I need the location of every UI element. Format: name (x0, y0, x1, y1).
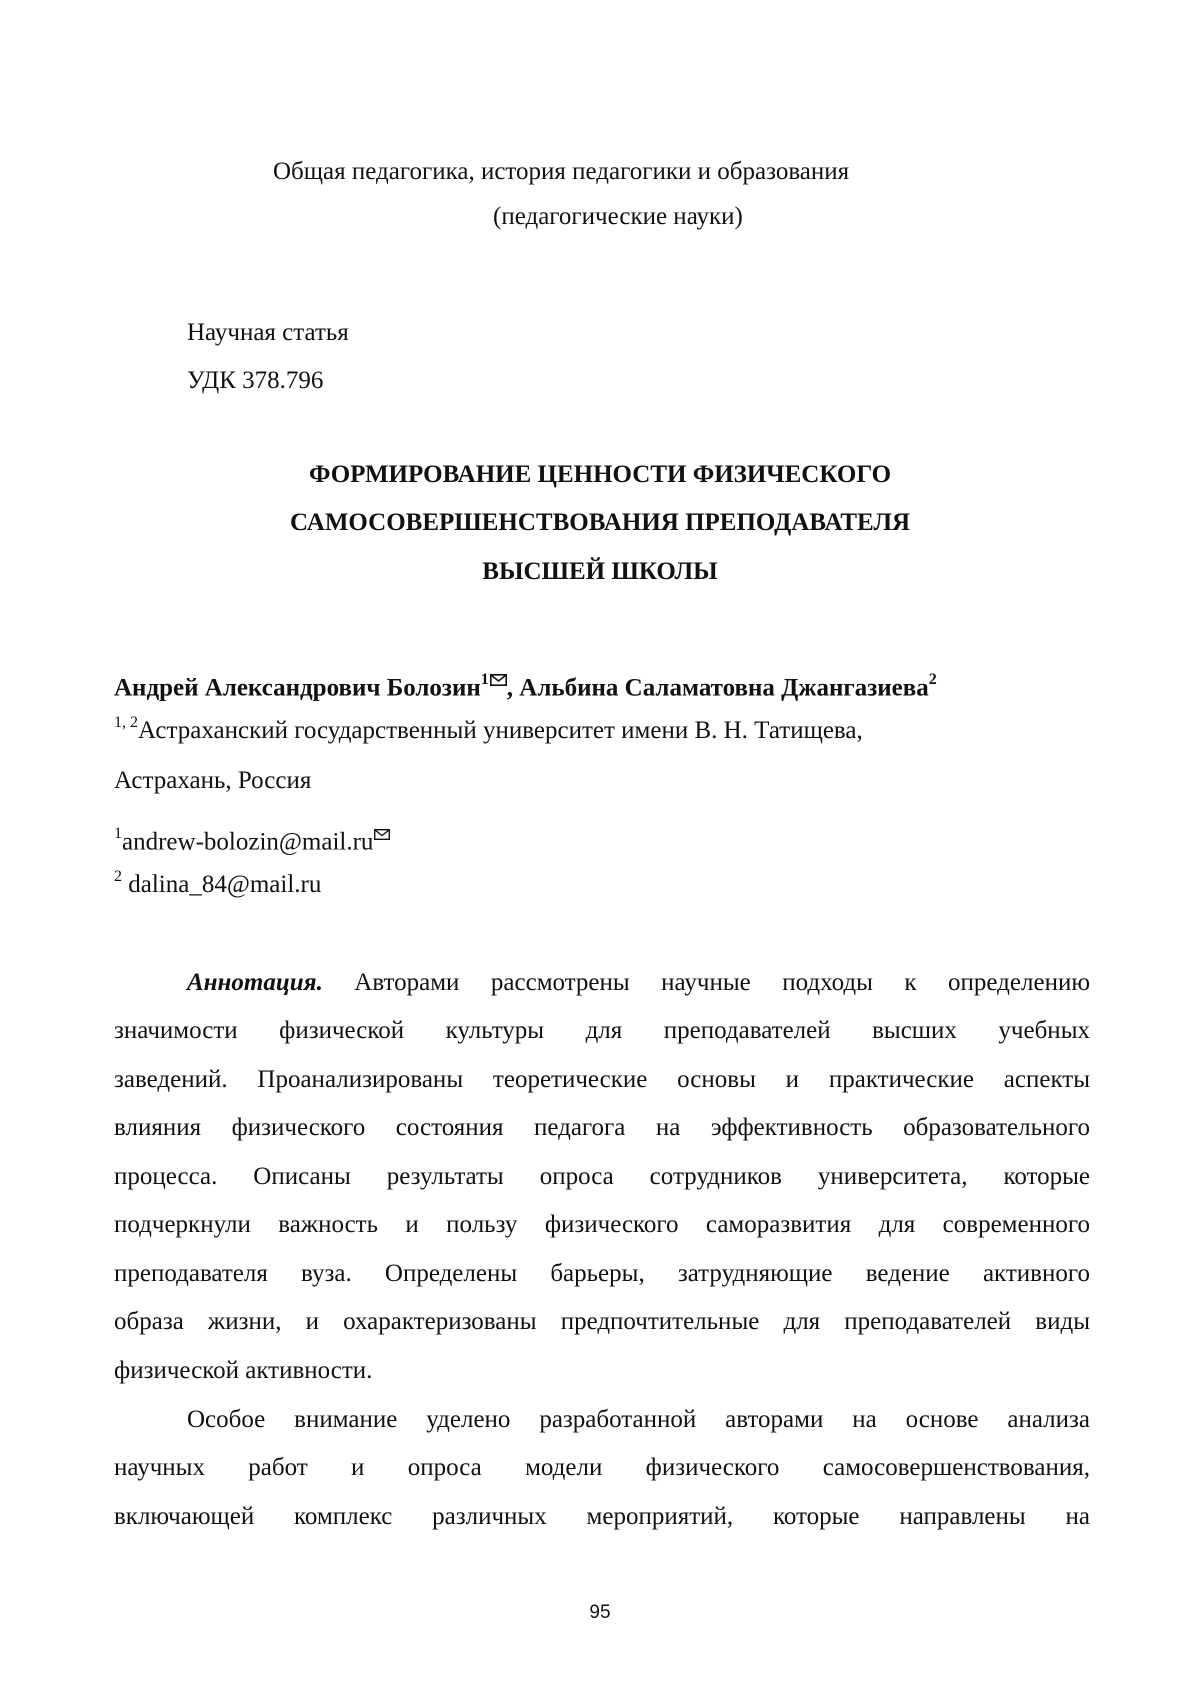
authors-line (114, 664, 937, 703)
affiliation-line1 (114, 713, 863, 746)
author1-mark: 1 (480, 671, 489, 688)
abstract-label: Аннотация. (187, 969, 323, 996)
abstract-line: научных работ и опроса модели физического самосовершенствования, (114, 1454, 1090, 1481)
abstract-line: процесса. Описаны результаты опроса сотрудников университета, которые (114, 1163, 1090, 1190)
title-line1: ФОРМИРОВАНИЕ ЦЕННОСТИ ФИЗИЧЕСКОГО (308, 461, 892, 488)
abstract-line: включающей комплекс различных мероприятий, которые направлены на (114, 1503, 1090, 1530)
udc-code: УДК 378.796 (187, 367, 324, 394)
email-mark-1: 1 (114, 825, 122, 842)
author2-mark: 2 (928, 671, 937, 688)
abstract-line: заведений. Проанализированы теоретические основы и практические аспекты (114, 1066, 1090, 1093)
page-number: 95 (589, 1602, 611, 1623)
abstract-line: влияния физического состояния педагога на эффективность образовательного (114, 1114, 1090, 1141)
authors-separator: , (506, 674, 520, 702)
abstract-line: образа жизни, и охарактеризованы предпочтительные для преподавателей виды (114, 1308, 1090, 1335)
title-line2: САМОСОВЕРШЕНСТВОВАНИЯ ПРЕПОДАВАТЕЛЯ (289, 509, 911, 536)
abstract-line: значимости физической культуры для преподавателей высших учебных (114, 1017, 1090, 1044)
affiliation-line2: Астрахань, Россия (114, 767, 312, 794)
abstract-line: физической активности. (114, 1357, 373, 1384)
email-line-2 (114, 867, 322, 900)
email-address-2[interactable]: dalina_84@mail.ru (122, 871, 322, 898)
abstract-line: Аннотация. Авторами рассмотрены научные подходы к определению (187, 969, 1090, 996)
envelope-icon (374, 818, 390, 848)
journal-section-line1: Общая педагогика, история педагогики и образования (273, 158, 850, 185)
author1-name: Андрей Александрович Болозин (114, 674, 481, 702)
envelope-icon (490, 664, 507, 694)
abstract-line: подчеркнули важность и пользу физического саморазвития для современного (114, 1211, 1090, 1238)
email-line-1 (114, 818, 390, 857)
article-type: Научная статья (187, 319, 349, 346)
affiliation-text: Астраханский государственный университет имени В. Н. Татищева, (138, 717, 863, 744)
author2-name: Альбина Саламатовна Джангазиева (519, 674, 929, 702)
journal-section-line2: (педагогические науки) (493, 203, 743, 230)
abstract-line: преподавателя вуза. Определены барьеры, затрудняющие ведение активного (114, 1260, 1090, 1287)
email-address-1[interactable]: andrew-bolozin@mail.ru (122, 828, 374, 856)
abstract-line: Особое внимание уделено разработанной авторами на основе анализа (187, 1406, 1090, 1433)
title-line3: ВЫСШЕЙ ШКОЛЫ (482, 558, 718, 585)
affiliation-marks: 1, 2 (114, 713, 138, 731)
email-mark-2: 2 (114, 867, 122, 885)
